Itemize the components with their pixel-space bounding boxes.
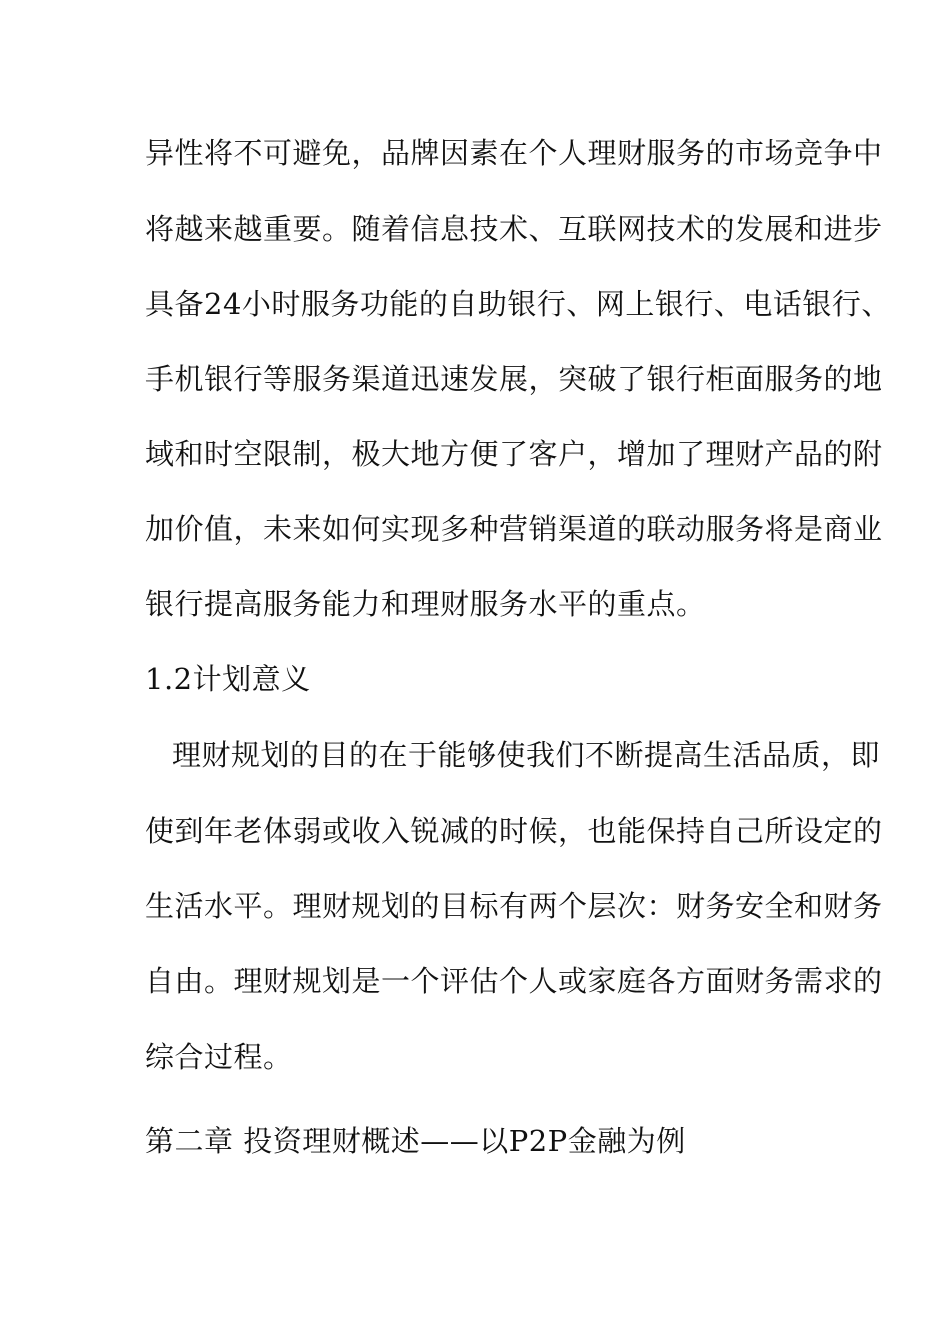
- paragraph-line: 域和时空限制，极大地方便了客户，增加了理财产品的附: [145, 437, 883, 471]
- paragraph-line: 异性将不可避免，品牌因素在个人理财服务的市场竞争中: [145, 136, 883, 170]
- paragraph-line: 具备24小时服务功能的自助银行、网上银行、电话银行、: [145, 287, 891, 321]
- paragraph-line: 手机银行等服务渠道迅速发展，突破了银行柜面服务的地: [145, 362, 883, 396]
- paragraph-line: 综合过程。: [145, 1040, 293, 1074]
- paragraph-line: 自由。理财规划是一个评估个人或家庭各方面财务需求的: [145, 964, 883, 998]
- paragraph-line: 将越来越重要。随着信息技术、互联网技术的发展和进步: [145, 212, 883, 246]
- section-heading: 1.2计划意义: [145, 662, 311, 696]
- chapter-heading: 第二章 投资理财概述——以P2P金融为例: [145, 1124, 686, 1158]
- paragraph-line: 加价值，未来如何实现多种营销渠道的联动服务将是商业: [145, 512, 883, 546]
- paragraph-line: 理财规划的目的在于能够使我们不断提高生活品质，即: [172, 738, 881, 772]
- paragraph-line: 使到年老体弱或收入锐减的时候，也能保持自己所设定的: [145, 814, 883, 848]
- paragraph-line: 银行提高服务能力和理财服务水平的重点。: [145, 587, 706, 621]
- paragraph-line: 生活水平。理财规划的目标有两个层次：财务安全和财务: [145, 889, 883, 923]
